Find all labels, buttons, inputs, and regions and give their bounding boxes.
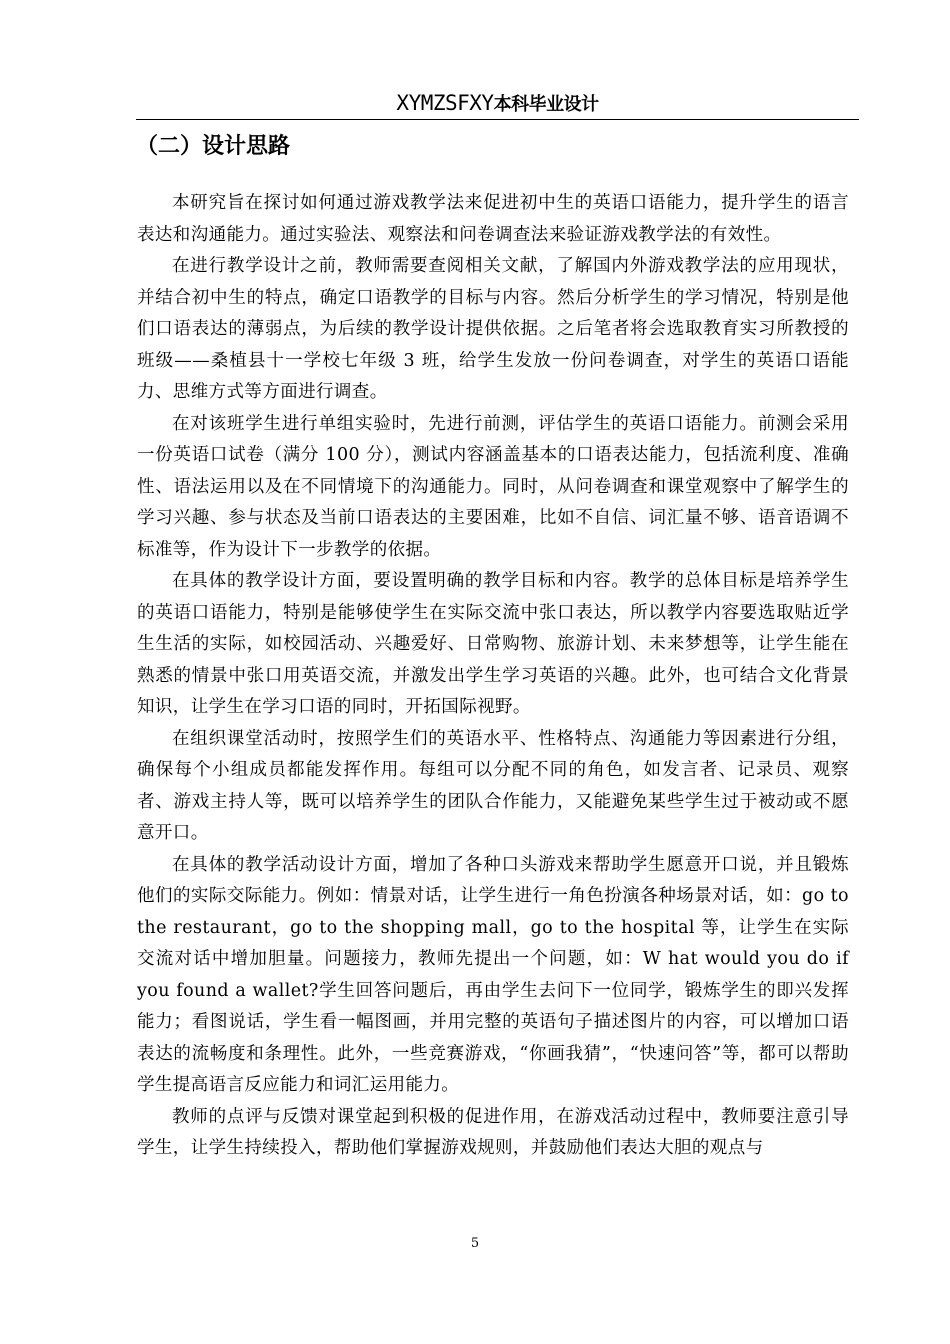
paragraph: 在对该班学生进行单组实验时，先进行前测，评估学生的英语口语能力。前测会采用一份英语口试卷（满分 100 分），测试内容涵盖基本的口语表达能力，包括流利度、准确性、语法运用以及在不同情境下的沟通能力。同时，从问卷调查和课堂观察中了解学生的学习兴趣、参与状态及当前口语表达的主要困难，比如不自信、词汇量不够、语音语调不标准等，作为设计下一步教学的依据。 bbox=[137, 413, 849, 560]
paragraph: 在具体的教学设计方面，要设置明确的教学目标和内容。教学的总体目标是培养学生的英语口语能力，特别是能够使学生在实际交流中张口表达，所以教学内容要选取贴近学生生活的实际，如校园活动、兴趣爱好、日常购物、旅游计划、未来梦想等，让学生能在熟悉的情景中张口用英语交流，并激发出学生学习英语的兴趣。此外，也可结合文化背景知识，让学生在学习口语的同时，开拓国际视野。 bbox=[137, 571, 849, 717]
paragraph: 教师的点评与反馈对课堂起到积极的促进作用，在游戏活动过程中，教师要注意引导学生，让学生持续投入，帮助他们掌握游戏规则，并鼓励他们表达大胆的观点与 bbox=[137, 1106, 849, 1158]
header-text bbox=[396, 91, 598, 115]
page-header bbox=[136, 87, 859, 120]
page-number: 5 bbox=[470, 1236, 480, 1251]
body-text bbox=[137, 188, 849, 1165]
paragraph: 本研究旨在探讨如何通过游戏教学法来促进初中生的英语口语能力，提升学生的语言表达和沟通能力。通过实验法、观察法和问卷调查法来验证游戏教学法的有效性。 bbox=[137, 193, 849, 245]
header-code: XYMZSFXY bbox=[396, 91, 494, 115]
paragraph: 在组织课堂活动时，按照学生们的英语水平、性格特点、沟通能力等因素进行分组，确保每个小组成员都能发挥作用。每组可以分配不同的角色，如发言者、记录员、观察者、游戏主持人等，既可以培养学生的团队合作能力，又能避免某些学生过于被动或不愿意开口。 bbox=[137, 728, 849, 843]
header-title: 本科毕业设计 bbox=[493, 94, 599, 115]
paragraph: 在具体的教学活动设计方面，增加了各种口头游戏来帮助学生愿意开口说，并且锻炼他们的实际交际能力。例如：情景对话，让学生进行一角色扮演各种场景对话，如：go to the restaurant，go to the shopping mall，go to the hospital 等，让学生在实际交流对话中增加胆量。问题接力，教师先提出一个问题，如：W hat would you do if you found a wallet?学生回答问题后，再由学生去问下一位同学，锻炼学生的即兴发挥能力；看图说话，学生看一幅图画，并用完整的英语句子描述图片的内容，可以增加口语表达的流畅度和条理性。此外，一些竞赛游戏，“你画我猜”，“快速问答”等，都可以帮助学生提高语言反应能力和词汇运用能力。 bbox=[137, 854, 849, 1095]
paragraph: 在进行教学设计之前，教师需要查阅相关文献，了解国内外游戏教学法的应用现状，并结合初中生的特点，确定口语教学的目标与内容。然后分析学生的学习情况，特别是他们口语表达的薄弱点，为后续的教学设计提供依据。之后笔者将会选取教育实习所教授的班级——桑植县十一学校七年级 3 班，给学生发放一份问卷调查，对学生的英语口语能力、思维方式等方面进行调查。 bbox=[137, 256, 849, 402]
section-title: （二）设计思路 bbox=[136, 134, 291, 159]
